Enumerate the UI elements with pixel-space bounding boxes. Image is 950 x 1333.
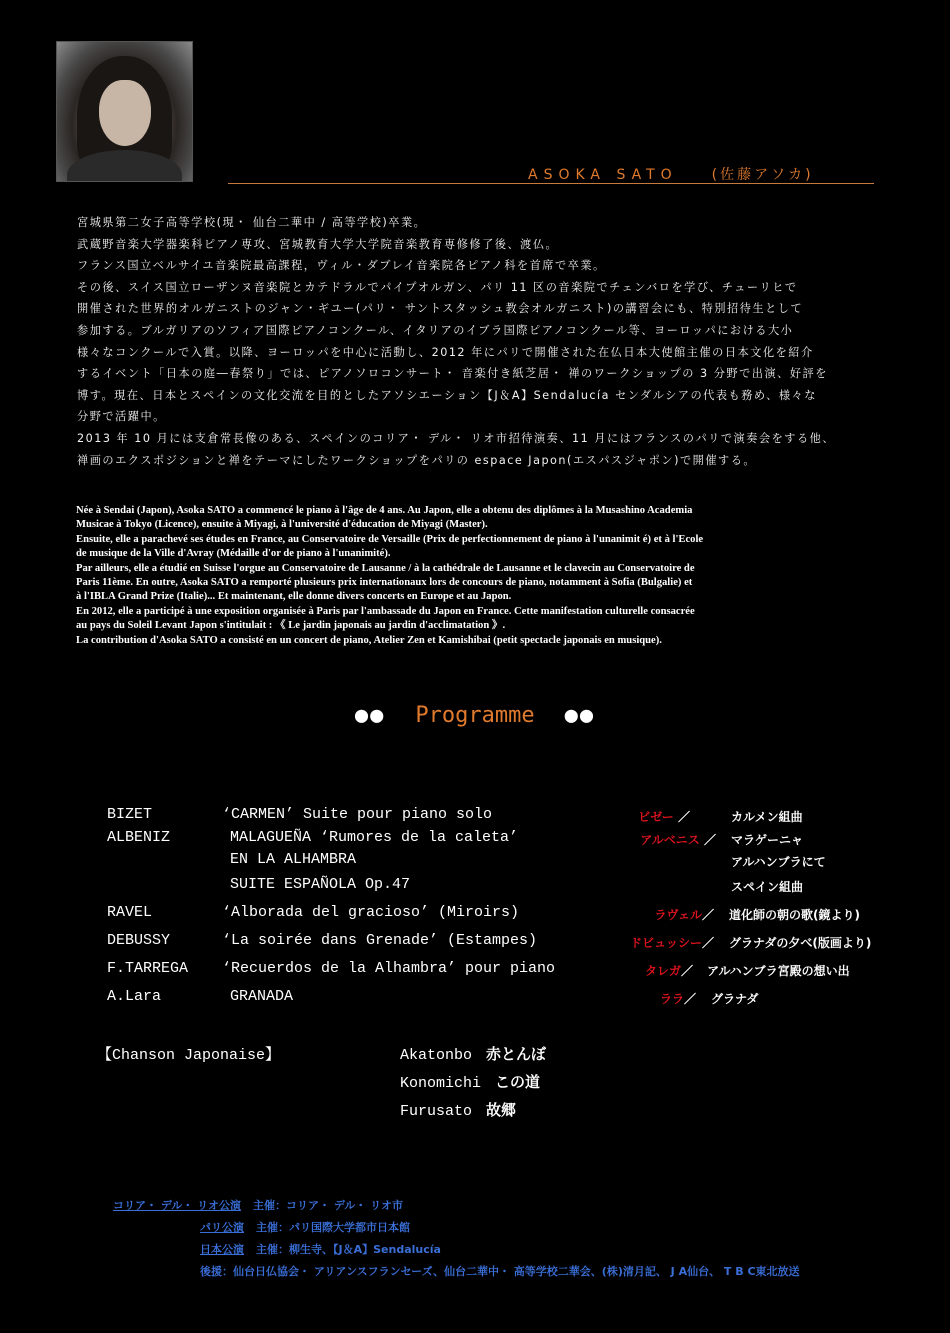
bio-fr-line: Née à Sendai (Japon), Asoka SATO a commencé le piano à l'âge de 4 ans. Au Japon, elle a obtenu des diplômes à la Musashino Academia <box>76 505 693 516</box>
jp-work-title: グラナダ <box>711 992 759 1006</box>
bio-fr-line: Musicae à Tokyo (Licence), ensuite à Miyagi, à l'université d'éducation de Miyagi (Master). <box>76 519 488 531</box>
artist-name <box>528 164 814 184</box>
jp-composer-label: タレガ <box>644 964 681 978</box>
jp-work-title: 道化師の朝の歌(鏡より) <box>729 908 860 922</box>
jp-composer-name <box>594 906 714 923</box>
bio-jp-line: 武蔵野音楽大学器楽科ピアノ専攻、宮城教育大学大学院音楽教育専修修了後、渡仏。 <box>77 237 559 251</box>
bio-jp-line: 博す。現在、日本とスペインの文化交流を目的としたアソシエーション【J＆A】Sendalucía センダルシアの代表も務め、様々な <box>77 388 817 402</box>
programme-heading <box>0 703 950 728</box>
jp-composer-label: ビゼー <box>638 810 674 824</box>
bio-jp-line: するイベント「日本の庭―春祭り」では、ピアノソロコンサート・ 音楽付き紙芝居・ 禅のワークショップの 3 分野で出演、好評を <box>77 367 828 381</box>
portrait-photo <box>56 41 193 182</box>
composer-name: F.TARREGA <box>107 960 189 977</box>
credit-line <box>113 1197 403 1213</box>
artist-name-latin: ASOKA SATO <box>528 167 678 183</box>
separator-slash: ／ <box>680 964 693 978</box>
bio-fr-line: de musique de la Ville d'Avray (Médaille d'or de piano à l'unanimité). <box>76 548 391 560</box>
song-item <box>400 1043 546 1064</box>
bullet-dots-right: ●● <box>564 703 596 728</box>
separator-slash: ／ <box>703 833 716 847</box>
jp-composer-label: ララ <box>659 992 684 1006</box>
credit-line <box>200 1241 441 1257</box>
bio-fr-line: En 2012, elle a participé à une exposition organisée à Paris par l'ambassade du Japon en France. Cette manifestation culturelle consacrée <box>76 605 695 617</box>
credit-label: 日本公演 <box>200 1243 244 1256</box>
song-title-fr: Konomichi <box>400 1075 482 1092</box>
jp-work-title: カルメン組曲 <box>731 810 803 824</box>
bio-jp-line: 開催された世界的オルガニストのジャン・ギユー(パリ・ サントスタッシュ教会オルガニスト)の講習会にも、特別招待生として <box>77 302 804 316</box>
credit-text: 主催：パリ国際大学都市日本館 <box>256 1221 410 1234</box>
work-title: EN LA ALHAMBRA <box>230 851 357 868</box>
bio-jp-line: 参加する。ブルガリアのソフィア国際ピアノコンクール、イタリアのイブラ国際ピアノコンクール等、ヨーロッパにおける大小 <box>77 323 794 337</box>
work-title: ‘CARMEN’ Suite pour piano solo <box>222 806 493 823</box>
separator-slash: ／ <box>701 908 714 922</box>
bio-fr-line: Ensuite, elle a parachevé ses études en France, au Conservatoire de Versaille (Prix de perfectionnement de piano à l'unanimit é) et à l'Ecole <box>76 533 704 545</box>
bio-jp-line: 宮城県第二女子高等学校(現・ 仙台二華中 / 高等学校)卒業。 <box>77 216 427 229</box>
composer-name: A.Lara <box>107 988 162 1005</box>
work-title: GRANADA <box>230 988 294 1005</box>
bio-fr-line: La contribution d'Asoka SATO a consisté en un concert de piano, Atelier Zen et Kamishibai (petit spectacle japonais en musique). <box>76 634 662 646</box>
song-title-fr: Akatonbo <box>400 1047 473 1064</box>
biography-french <box>76 504 896 648</box>
composer-name: DEBUSSY <box>107 932 171 949</box>
song-title-jp: 故郷 <box>486 1101 517 1119</box>
artist-name-kana: (佐藤アソカ) <box>711 167 814 183</box>
song-item <box>400 1099 516 1120</box>
composer-name: BIZET <box>107 806 153 823</box>
song-item <box>400 1071 540 1092</box>
jp-work-title: アルハンブラ宮殿の想い出 <box>707 964 850 978</box>
separator-slash: ／ <box>683 992 696 1006</box>
bullet-dots-left: ●● <box>354 703 386 728</box>
credit-line <box>200 1263 800 1279</box>
separator-slash: ／ <box>701 936 714 950</box>
portrait-face <box>99 80 151 146</box>
work-title: MALAGUEÑA ‘Rumores de la caleta’ <box>230 829 519 846</box>
bio-jp-line: 分野で活躍中。 <box>77 410 166 424</box>
programme-title: Programme <box>415 703 535 728</box>
name-divider <box>228 183 874 184</box>
credit-text: 主催：コリア・ デル・ リオ市 <box>253 1199 403 1212</box>
work-title: ‘Alborada del gracioso’ (Miroirs) <box>222 904 520 921</box>
song-title-fr: Furusato <box>400 1103 473 1120</box>
bio-fr-line: à l'IBLA Grand Prize (Italie)... Et maintenant, elle donne divers concerts en Europe et au Japon. <box>76 591 512 603</box>
jp-composer-label: ドビュッシー <box>629 936 702 950</box>
song-title-jp: この道 <box>495 1073 541 1091</box>
work-title: ‘Recuerdos de la Alhambra’ pour piano <box>222 960 556 977</box>
work-title: SUITE ESPAÑOLA Op.47 <box>230 876 411 893</box>
bio-fr-line: au pays du Soleil Levant Japon s'intitulait : 《 Le jardin japonais au jardin d'acclimatation 》. <box>76 620 506 632</box>
jp-composer-name <box>573 962 693 979</box>
bio-jp-line: 様々なコンクールで入賞。以降、ヨーロッパを中心に活動し、2012 年にパリで開催された在仏日本大使館主催の日本文化を紹介 <box>77 345 814 359</box>
jp-composer-name <box>570 808 690 825</box>
bio-jp-line: フランス国立ベルサイユ音楽院最高課程，ヴィル・ダブレイ音楽院各ピアノ科を首席で卒業。 <box>77 259 606 273</box>
jp-work-title: グラナダの夕べ(版画より) <box>729 936 872 950</box>
bio-jp-line: 2013 年 10 月には支倉常長像のある、スペインのコリア・ デル・ リオ市招待演奏、11 月にはフランスのパリで演奏会をする他、 <box>77 431 836 445</box>
jp-work-title: スペイン組曲 <box>731 880 804 894</box>
jp-work-title: アルハンブラにて <box>731 855 826 869</box>
bio-jp-line: その後、スイス国立ローザンヌ音楽院とカテドラルでパイプオルガン、パリ 11 区の音楽院でチェンバロを学び、チューリヒで <box>77 280 798 294</box>
bio-jp-line: 禅画のエクスポジションと禅をテーマにしたワークショップをパリの espace Japon(エスパスジャポン)で開催する。 <box>77 453 757 467</box>
jp-composer-name <box>576 990 696 1007</box>
composer-name: ALBENIZ <box>107 829 171 846</box>
bio-fr-line: Par ailleurs, elle a étudié en Suisse l'orgue au Conservatoire de Lausanne / à la cathédrale de Lausanne et le clavecin au Conservatoire de <box>76 562 695 574</box>
jp-composer-name <box>596 831 716 848</box>
credit-text: 主催：柳生寺、【J＆A】Sendalucía <box>256 1243 441 1256</box>
jp-composer-name <box>594 934 714 951</box>
jp-composer-label: アルベニス <box>640 833 700 847</box>
separator-slash: ／ <box>677 810 690 824</box>
credit-line <box>200 1219 410 1235</box>
credit-label: パリ公演 <box>200 1221 244 1234</box>
bio-fr-line: Paris 11ème. En outre, Asoka SATO a remporté plusieurs prix internationaux lors de concours de piano, notamment à Sofia (Bulgalie) et <box>76 577 693 589</box>
chanson-label: 【Chanson Japonaise】 <box>97 1047 281 1064</box>
jp-work-title: マラゲーニャ <box>731 833 804 847</box>
credit-text: 後援：仙台日仏協会・ アリアンスフランセーズ、仙台二華中・ 高等学校二華会、(株)清月記、 J A仙台、 T B C東北放送 <box>200 1265 800 1278</box>
song-title-jp: 赤とんぼ <box>486 1045 547 1063</box>
jp-composer-label: ラヴェル <box>654 908 702 922</box>
credit-label: コリア・ デル・ リオ公演 <box>113 1199 241 1212</box>
biography-japanese <box>77 212 887 471</box>
composer-name: RAVEL <box>107 904 153 921</box>
work-title: ‘La soirée dans Grenade’ (Estampes) <box>222 932 538 949</box>
